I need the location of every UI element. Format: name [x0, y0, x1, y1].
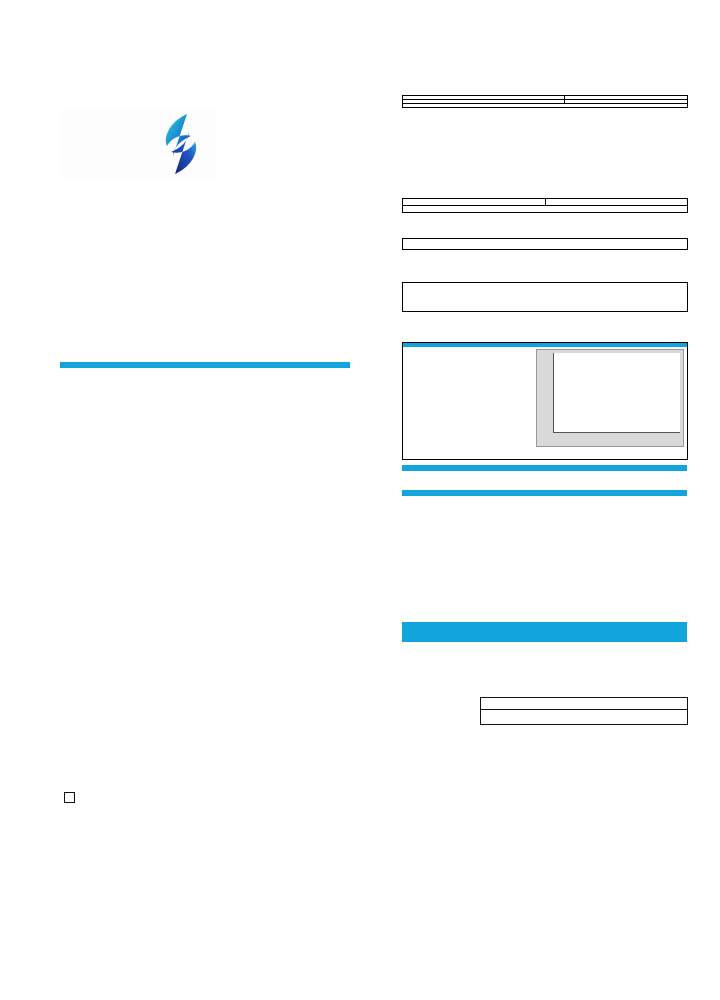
lightning-bolt-icon — [153, 112, 209, 176]
total-non-basic-charges-row — [402, 490, 687, 496]
annual-meeting-notice — [402, 238, 688, 250]
yearly-kwh-box — [402, 282, 688, 312]
kwh-usage-history-panel — [402, 342, 688, 460]
meter-number-cell — [403, 104, 688, 108]
amount-due-by-cell — [403, 206, 688, 213]
late-charge-details — [481, 698, 687, 709]
chart-plot-area — [553, 353, 680, 433]
chart-bars — [556, 353, 678, 432]
basic-charges-header — [60, 362, 350, 368]
to-date-cell — [545, 199, 688, 206]
total-yearly-kwh-row — [409, 287, 681, 297]
usage-bar-chart — [536, 349, 684, 447]
non-basic-charges-header — [402, 465, 687, 471]
address-change-line — [60, 792, 79, 804]
address-change-checkbox[interactable] — [64, 792, 75, 803]
usage-table-body — [403, 347, 533, 450]
account-info-table — [402, 95, 688, 108]
late-charge-box — [480, 697, 688, 725]
enter-amount-paid-field[interactable] — [481, 709, 687, 724]
avg-monthly-kwh-row — [409, 297, 681, 307]
total-amount-due-bar — [402, 622, 687, 642]
from-date-cell — [403, 199, 546, 206]
service-dates-table — [402, 198, 688, 213]
mew-logo — [60, 108, 215, 180]
usage-history-table — [403, 347, 533, 450]
